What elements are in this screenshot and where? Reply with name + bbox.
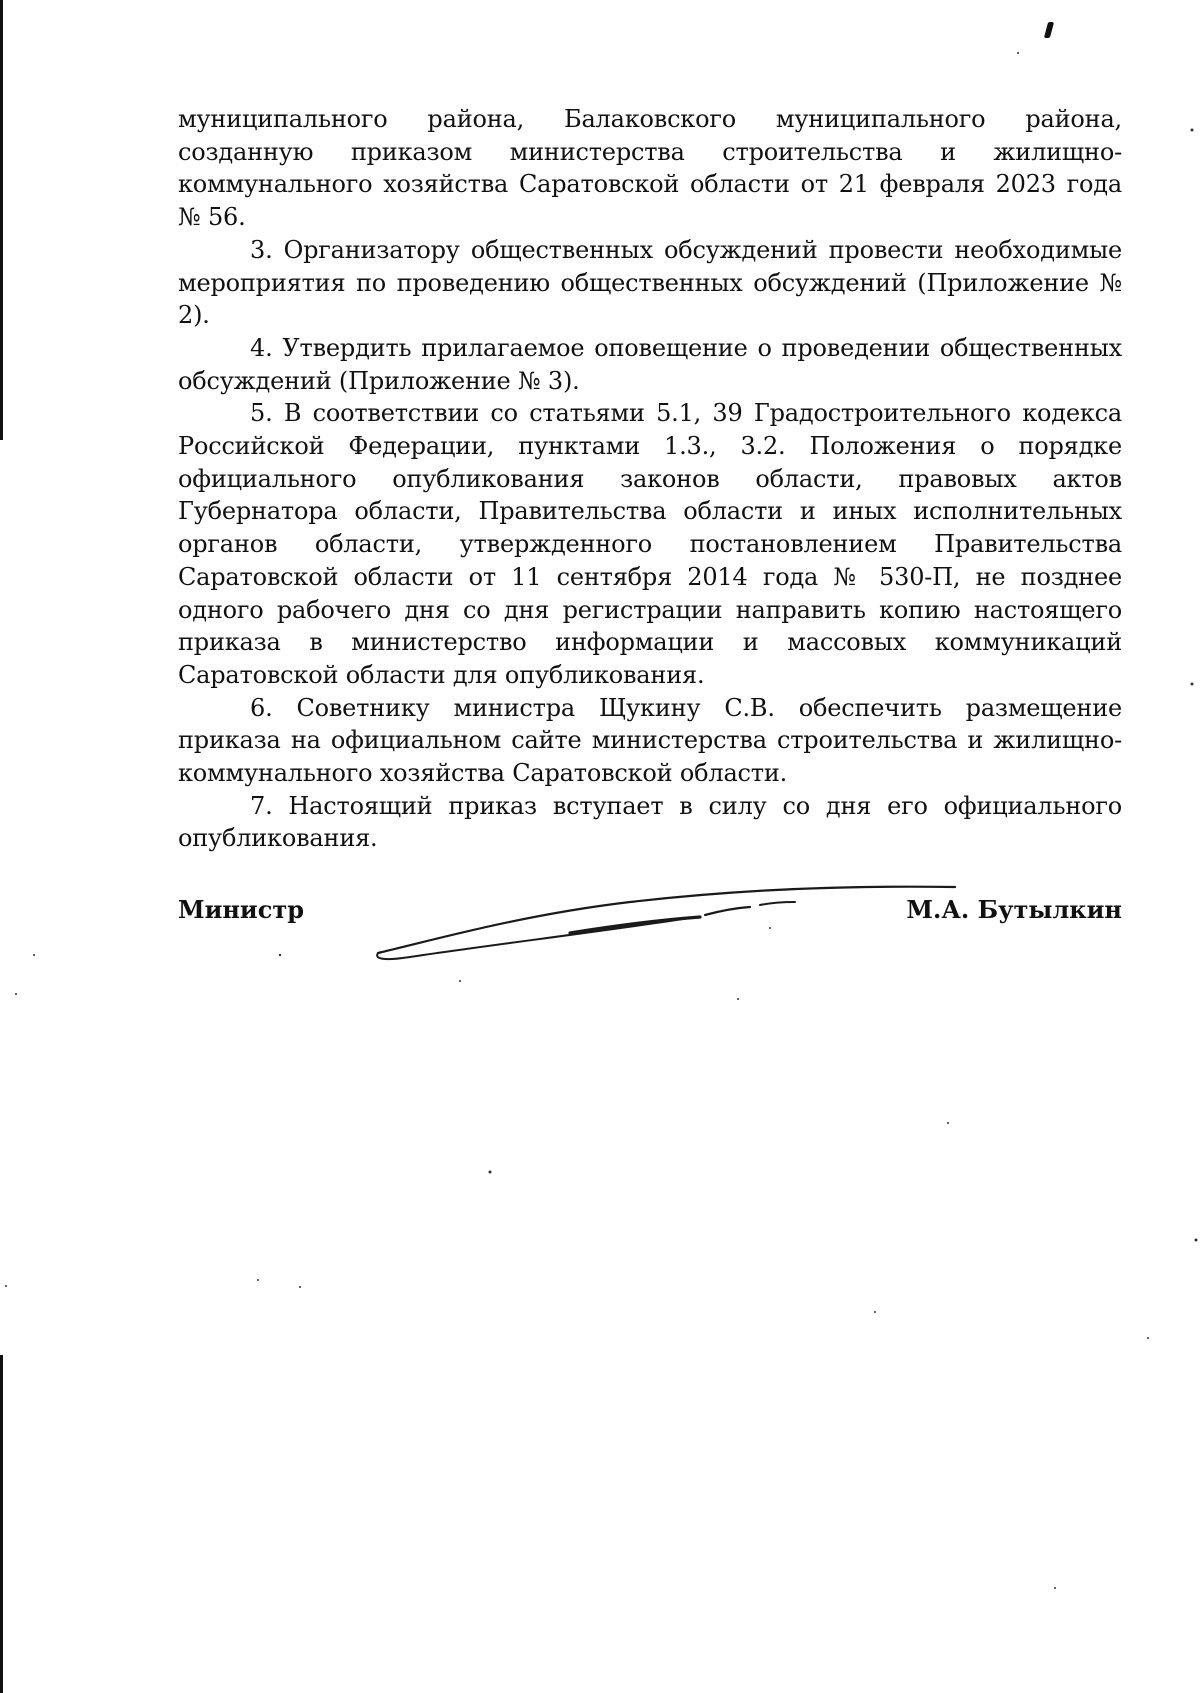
paragraph-item-4: 4. Утвердить прилагаемое оповещение о проведении общественных обсуждений (Приложение № 3). [178, 333, 1122, 395]
scan-edge-mark-bottom [0, 1355, 3, 1693]
signatory-name: М.А. Бутылкин [906, 895, 1122, 924]
scan-edge-mark-top [0, 0, 3, 440]
paragraph-continuation: муниципального района, Балаковского муниципального района, созданную приказом министерства строительства и жилищно-коммунального хозяйства Саратовской области от 21 февраля 2023 года № 56. [178, 105, 1122, 232]
document-body [178, 103, 1122, 855]
paragraph-item-7: 7. Настоящий приказ вступает в силу со дня его официального опубликования. [178, 791, 1122, 853]
signatory-title: Министр [178, 895, 304, 924]
paragraph-item-5: 5. В соответствии со статьями 5.1, 39 Градостроительного кодекса Российской Федерации, пунктами 1.3., 3.2. Положения о порядке официального опубликования законов области, правовых актов Губернатора области, Правительства области и иных исполнительных органов области, утвержденного постановлением Правительства Саратовской области от 11 сентября 2014 года № 530-П, не позднее одного рабочего дня со дня регистрации направить копию настоящего приказа в министерство информации и массовых коммуникаций Саратовской области для опубликования. [178, 399, 1122, 689]
handwritten-signature [370, 875, 970, 975]
paragraph-item-3: 3. Организатору общественных обсуждений провести необходимые мероприятия по проведению общественных обсуждений (Приложение № 2). [178, 235, 1122, 330]
paragraph-item-6: 6. Советнику министра Щукину С.В. обеспечить размещение приказа на официальном сайте министерства строительства и жилищно-коммунального хозяйства Саратовской области. [178, 693, 1122, 788]
scan-corner-mark [1044, 22, 1054, 38]
